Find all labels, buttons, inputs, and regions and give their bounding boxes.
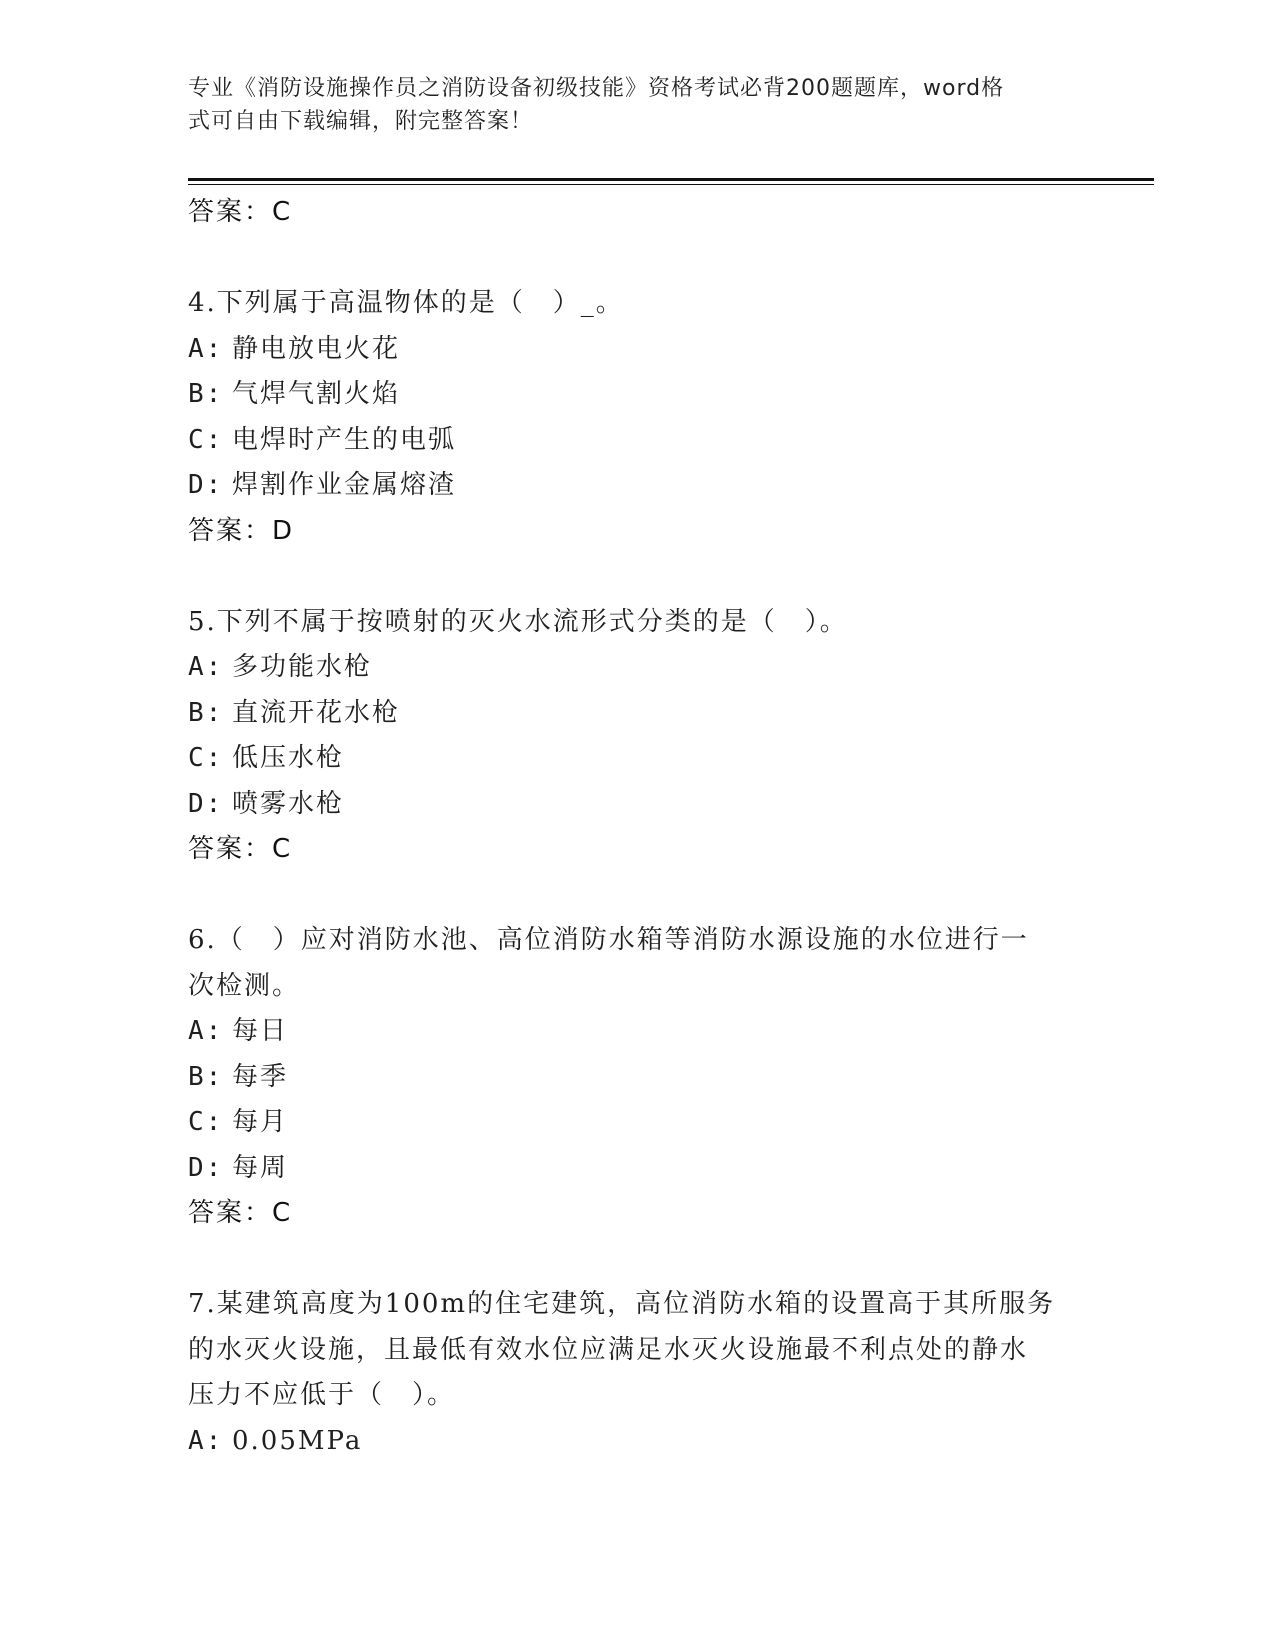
previous-answer: 答案：C [188,197,293,227]
option-letter: C: [188,743,224,773]
answer-line: 答案：D [188,515,295,546]
option-letter: D: [188,788,224,819]
option-letter: D: [188,1152,224,1183]
question-stem: 5.下列不属于按喷射的灭火水流形式分类的是（ ）。 [188,606,848,637]
option-text: 气焊气割火焰 [232,379,401,409]
question-stem-line-2: 次检测。 [188,970,301,1001]
header-divider-thin [188,184,1154,185]
header-title-line-1: 专业《消防设施操作员之消防设备初级技能》资格考试必背200题题库，word格 [188,76,1005,101]
spacer [188,1237,1088,1283]
option-a [188,1419,1088,1465]
spacer [188,873,1088,919]
spacer [188,236,1088,282]
option-d [188,782,1088,828]
header-divider-thick [188,178,1154,181]
option-c [188,1100,1088,1146]
option-letter: C: [188,1107,224,1137]
question-stem: 4.下列属于高温物体的是（ ）_。 [188,288,624,318]
option-a [188,645,1088,691]
option-text: 电焊时产生的电弧 [232,424,457,455]
question-list [188,190,1088,1464]
option-b [188,1055,1088,1101]
option-text: 0.05MPa [232,1425,363,1456]
option-text: 每周 [232,1152,289,1183]
option-letter: A: [188,1425,224,1456]
option-d [188,463,1088,509]
option-text: 每月 [232,1107,289,1137]
option-a [188,327,1088,373]
option-text: 静电放电火花 [232,333,401,364]
question-stem-line-1: 7.某建筑高度为100m的住宅建筑，高位消防水箱的设置高于其所服务 [188,1289,1056,1319]
header-title-line-2: 式可自由下载编辑，附完整答案！ [188,109,534,134]
option-letter: A: [188,333,224,364]
question-4 [188,281,1088,554]
option-letter: B: [188,1061,224,1092]
answer-line: 答案：C [188,1198,293,1228]
option-text: 直流开花水枪 [232,697,401,728]
option-a [188,1009,1088,1055]
option-text: 低压水枪 [232,743,345,773]
question-6 [188,918,1088,1237]
option-d [188,1146,1088,1192]
option-text: 每日 [232,1016,289,1046]
option-b [188,372,1088,418]
spacer [188,554,1088,600]
document-header [188,72,1068,138]
option-b [188,691,1088,737]
question-stem-line-3: 压力不应低于（ ）。 [188,1380,456,1410]
option-text: 多功能水枪 [232,652,373,682]
option-c [188,418,1088,464]
question-stem-line-2: 的水灭火设施，且最低有效水位应满足水灭火设施最不利点处的静水 [188,1334,1029,1365]
option-letter: C: [188,424,224,455]
option-text: 喷雾水枪 [232,788,345,819]
option-letter: B: [188,379,224,409]
question-5 [188,600,1088,873]
option-letter: A: [188,652,224,682]
option-c [188,736,1088,782]
option-letter: A: [188,1016,224,1046]
question-stem-line-1: 6.（ ）应对消防水池、高位消防水箱等消防水源设施的水位进行一 [188,925,1029,955]
answer-line: 答案：C [188,834,293,864]
option-letter: D: [188,470,224,500]
option-letter: B: [188,697,224,728]
option-text: 每季 [232,1061,289,1092]
option-text: 焊割作业金属熔渣 [232,470,457,500]
question-7 [188,1282,1088,1464]
